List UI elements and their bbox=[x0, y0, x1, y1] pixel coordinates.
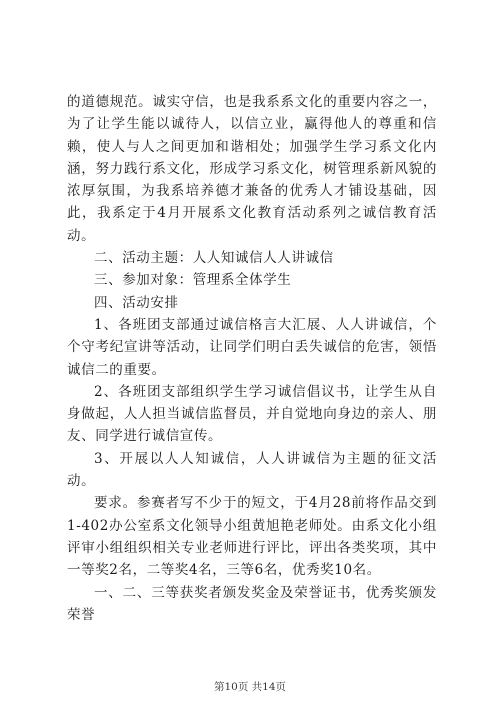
paragraph-item-2: 2、各班团支部组织学生学习诚信倡议书，让学生从自身做起，人人担当诚信监督员，并自觉地向身边的亲人、朋友、同学进行诚信宣传。 bbox=[67, 383, 437, 445]
paragraph-activity-theme: 二、活动主题：人人知诚信人人讲诚信 bbox=[94, 250, 334, 267]
paragraph-schedule-heading: 四、活动安排 bbox=[94, 294, 179, 311]
paragraph-item-3: 3、开展以人人知诚信，人人讲诚信为主题的征文活动。 bbox=[67, 450, 437, 490]
paragraph-awards: 一、二、三等获奖者颁发奖金及荣誉证书，优秀奖颁发荣誉 bbox=[67, 584, 437, 623]
paragraph-item-1: 1、各班团支部通过诚信格言大汇展、人人讲诚信，个个守考纪宣讲等活动，让同学们明白丢失诚信的危害，领悟诚信二的重要。 bbox=[67, 316, 437, 378]
document-body bbox=[67, 91, 437, 626]
paragraph-requirements: 要求。参赛者写不少于的短文，于4月28前将作品交到1-402办公室系文化领导小组黄旭艳老师处。由系文化小组评审小组组织相关专业老师进行评比，评出各类奖项，其中一等奖2名，二等奖4名，三等6名，优秀奖10名。 bbox=[67, 495, 437, 579]
page-number-footer: 第10页 共14页 bbox=[213, 681, 287, 693]
paragraph-intro: 的道德规范。诚实守信，也是我系系文化的重要内容之一，为了让学生能以诚待人，以信立业，赢得他人的尊重和信赖，使人与人之间更加和谐相处；加强学生学习系文化内涵，努力践行系文化，形成学习系文化，树管理系新风貌的浓厚氛围，为我系培养德才兼备的优秀人才铺设基础，因此，我系定于4月开展系文化教育活动系列之诚信教育活动。 bbox=[67, 94, 437, 244]
paragraph-participants: 三、参加对象：管理系全体学生 bbox=[94, 272, 292, 289]
